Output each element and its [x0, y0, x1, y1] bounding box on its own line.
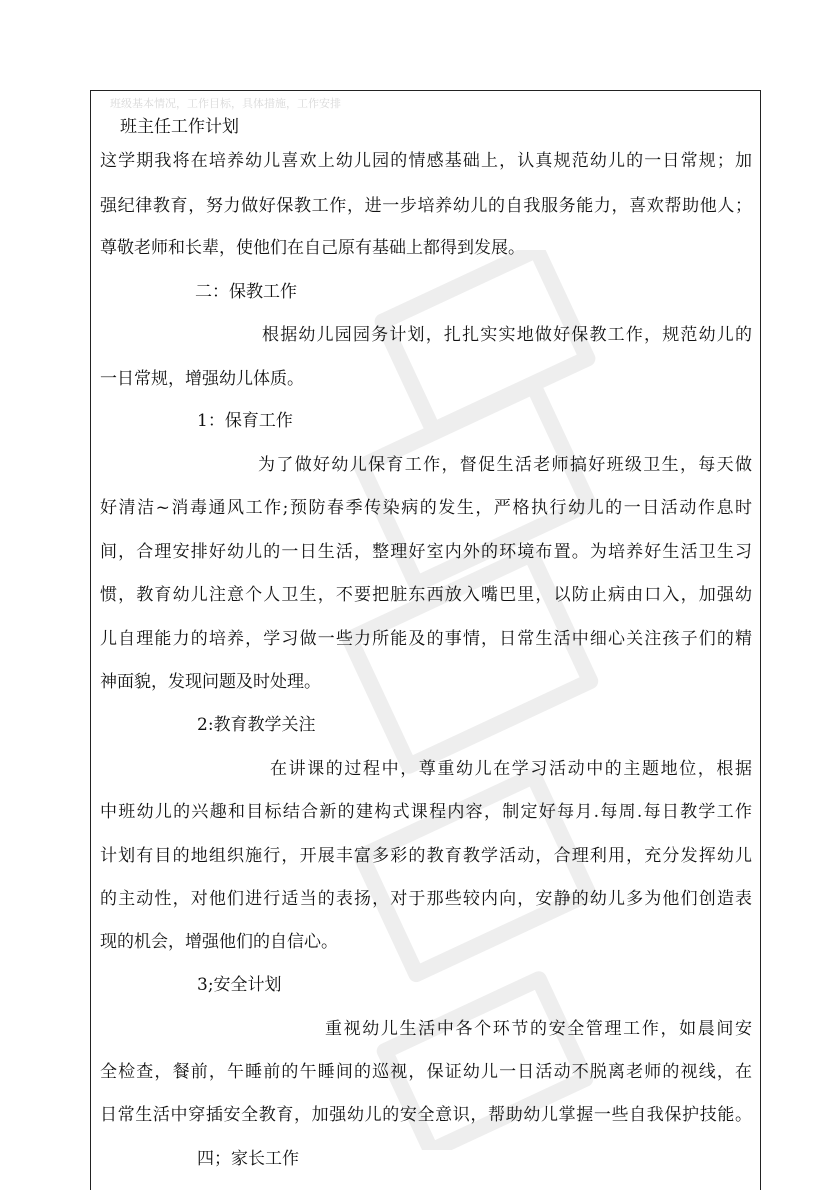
- paragraph-line: 在讲课的过程中，尊重幼儿在学习活动中的主题地位，根据: [270, 759, 752, 779]
- paragraph-line: 间，合理安排好幼儿的一日生活，整理好室内外的环境布置。为培养好生活卫生习: [100, 542, 752, 562]
- intro-line: 尊敬老师和长辈，使他们在自己原有基础上都得到发展。: [100, 238, 525, 258]
- paragraph-line: 的主动性，对他们进行适当的表扬，对于那些较内向，安静的幼儿多为他们创造表: [100, 889, 752, 909]
- paragraph-line: 重视幼儿生活中各个环节的安全管理工作，如晨间安: [325, 1019, 752, 1039]
- intro-line: 这学期我将在培养幼儿喜欢上幼儿园的情感基础上，认真规范幼儿的一日常规；加: [100, 151, 752, 171]
- paragraph-line: 日常生活中穿插安全教育，加强幼儿的安全意识，帮助幼儿掌握一些自我保护技能。: [100, 1105, 752, 1125]
- paragraph-line: 全检查，餐前，午睡前的午睡间的巡视，保证幼儿一日活动不脱离老师的视线，在: [100, 1062, 752, 1082]
- paragraph-line: 为了做好幼儿保育工作，督促生活老师搞好班级卫生，每天做: [258, 455, 752, 475]
- paragraph-line: 惯，教育幼儿注意个人卫生，不要把脏东西放入嘴巴里，以防止病由口入，加强幼: [100, 585, 752, 605]
- intro-line: 强纪律教育，努力做好保教工作，进一步培养幼儿的自我服务能力，喜欢帮助他人；: [100, 196, 752, 216]
- section-heading: 四；家长工作: [197, 1149, 299, 1169]
- header-note: 班级基本情况，工作目标，具体措施，工作安排: [110, 97, 341, 110]
- paragraph-line: 现的机会，增强他们的自信心。: [100, 932, 338, 952]
- subsection-heading: 3;安全计划: [197, 975, 282, 995]
- paragraph-line: 计划有目的地组织施行，开展丰富多彩的教育教学活动，合理利用，充分发挥幼儿: [100, 846, 752, 866]
- subsection-heading: 2:教育教学关注: [197, 715, 316, 735]
- section-heading: 二：保教工作: [195, 282, 297, 302]
- document-title: 班主任工作计划: [120, 117, 239, 137]
- paragraph-line: 根据幼儿园园务计划，扎扎实实地做好保教工作，规范幼儿的: [262, 325, 752, 345]
- subsection-heading: 1：保育工作: [197, 411, 293, 431]
- paragraph-line: 神面貌，发现问题及时处理。: [100, 672, 321, 692]
- paragraph-line: 一日常规，增强幼儿体质。: [100, 369, 304, 389]
- paragraph-line: 中班幼儿的兴趣和目标结合新的建构式课程内容，制定好每月.每周.每日教学工作: [100, 802, 752, 822]
- paragraph-line: 儿自理能力的培养，学习做一些力所能及的事情，日常生活中细心关注孩子们的精: [100, 629, 752, 649]
- paragraph-line: 好清洁~消毒通风工作;预防春季传染病的发生，严格执行幼儿的一日活动作息时: [100, 498, 752, 518]
